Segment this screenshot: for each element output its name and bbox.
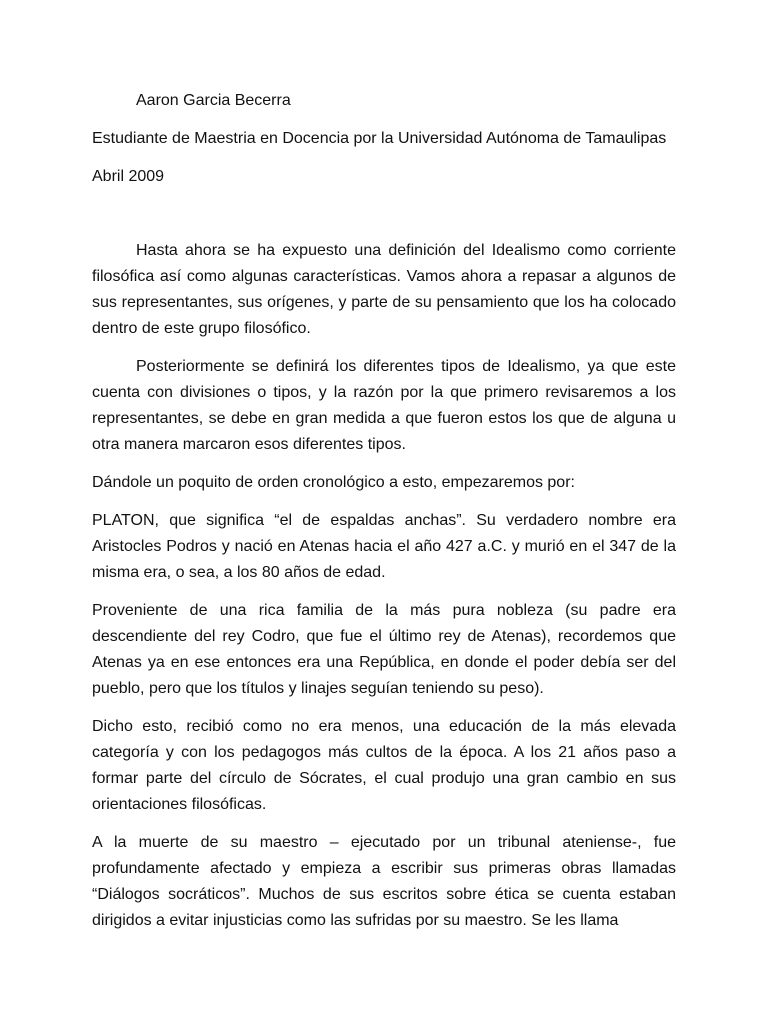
document-date: Abril 2009 [92,168,165,185]
paragraph-platon: PLATON, que significa “el de espaldas anchas”. Su verdadero nombre era Aristocles Podros y nació en Atenas hacia el año 427 a.C. y murió en el 347 de la misma era, o sea, a los 80 años de edad. [92,512,676,581]
paragraph-education: Dicho esto, recibió como no era menos, una educación de la más elevada categoría y con los pedagogos más cultos de la época. A los 21 años paso a formar parte del círculo de Sócrates, el cual produjo una gran cambio en sus orientaciones filosóficas. [92,718,676,813]
paragraph-intro: Hasta ahora se ha expuesto una definición del Idealismo como corriente filosófica así como algunas características. Vamos ahora a repasar a algunos de sus representantes, sus orígenes, y parte de su pensamiento que los ha colocado dentro de este grupo filosófico. [92,242,676,337]
author-name: Aaron Garcia Becerra [136,92,291,109]
author-affiliation: Estudiante de Maestria en Docencia por la Universidad Autónoma de Tamaulipas [92,130,667,147]
paragraph-family: Proveniente de una rica familia de la más pura nobleza (su padre era descendiente del rey Codro, que fue el último rey de Atenas), recordemos que Atenas ya en ese entonces era una República, en donde el poder debía ser del pueblo, pero que los títulos y linajes seguían teniendo su peso). [92,602,676,697]
paragraph-death: A la muerte de su maestro – ejecutado por un tribunal ateniense-, fue profundamente afectado y empieza a escribir sus primeras obras llamadas “Diálogos socráticos”. Muchos de sus escritos sobre ética se cuenta estaban dirigidos a evitar injusticias como las sufridas por su maestro. Se les llama [92,834,676,929]
paragraph-order: Dándole un poquito de orden cronológico a esto, empezaremos por: [92,474,575,491]
paragraph-types: Posteriormente se definirá los diferentes tipos de Idealismo, ya que este cuenta con divisiones o tipos, y la razón por la que primero revisaremos a los representantes, se debe en gran medida a que fueron estos los que de alguna u otra manera marcaron esos diferentes tipos. [92,358,676,453]
